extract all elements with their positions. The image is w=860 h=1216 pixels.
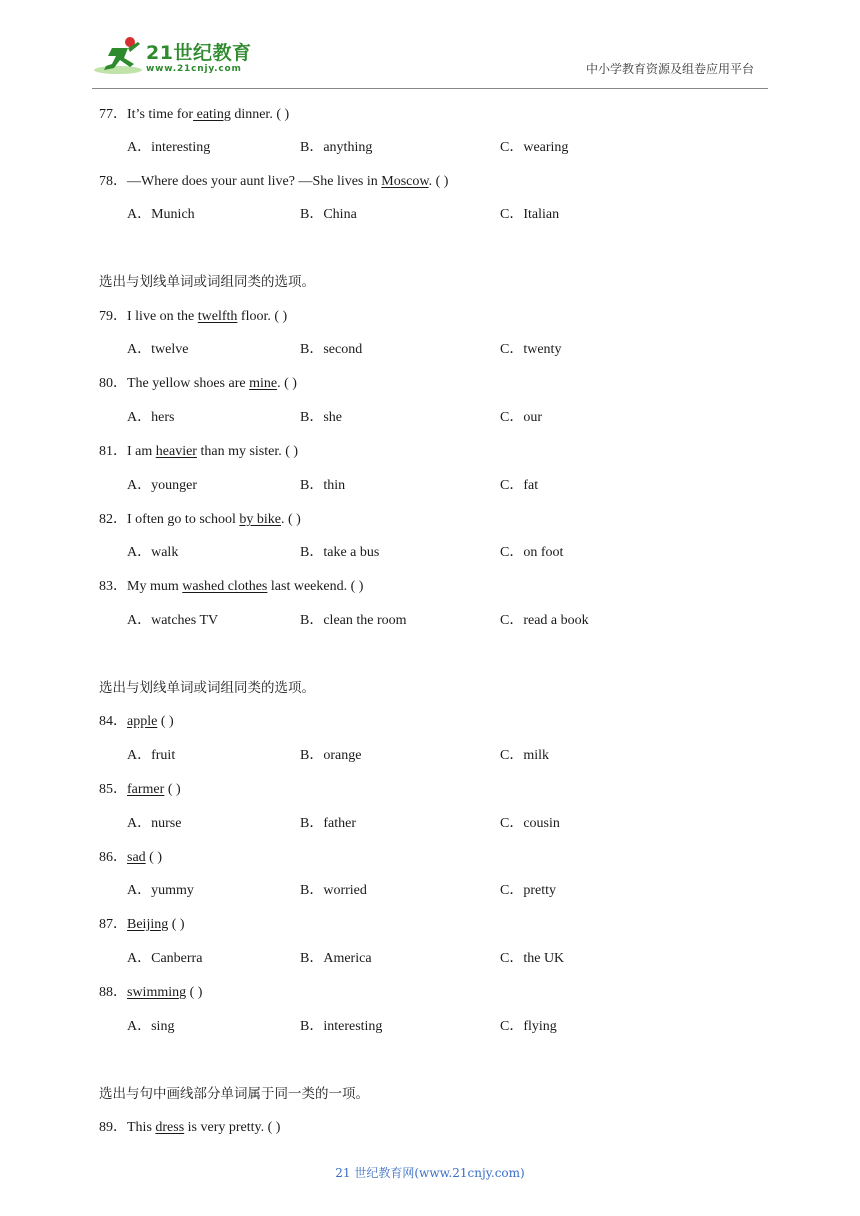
question-part: ( ) xyxy=(164,782,181,797)
question-part: This xyxy=(127,1120,156,1135)
question-part: 78． xyxy=(99,174,127,189)
underlined-word: by bike xyxy=(239,512,281,527)
page-header xyxy=(0,0,860,96)
question-text xyxy=(99,713,174,731)
option-b: B．she xyxy=(300,410,342,425)
question-part: 87． xyxy=(99,917,127,932)
question-text xyxy=(99,375,297,393)
option-c: C．our xyxy=(500,410,542,425)
question-part: than my sister. ( ) xyxy=(196,444,299,459)
question-part: I live on the xyxy=(127,309,198,324)
option-c: C．flying xyxy=(500,1019,557,1034)
option-a: A．sing xyxy=(127,1019,175,1034)
underlined-word: swimming xyxy=(127,985,187,1000)
question-part: last weekend. ( ) xyxy=(267,579,364,594)
question-part: I often go to school xyxy=(127,512,240,527)
section-instruction: 选出与划线单词或词组同类的选项。 xyxy=(99,274,315,290)
option-b: B．interesting xyxy=(300,1019,383,1034)
question-text xyxy=(99,106,289,124)
option-c: C．twenty xyxy=(500,342,562,357)
section-instruction: 选出与句中画线部分单词属于同一类的一项。 xyxy=(99,1086,369,1102)
question-part: ( ) xyxy=(145,850,162,865)
question-part: 81． xyxy=(99,444,127,459)
underlined-word: sad xyxy=(127,850,146,865)
question-part: floor. ( ) xyxy=(237,309,288,324)
header-divider xyxy=(92,88,768,89)
option-b: B．father xyxy=(300,816,356,831)
platform-title: 中小学教育资源及组卷应用平台 xyxy=(585,62,754,76)
underlined-word: heavier xyxy=(155,444,197,459)
question-part: is very pretty. ( ) xyxy=(184,1120,281,1135)
option-c: C．read a book xyxy=(500,613,589,628)
question-part: . ( ) xyxy=(277,376,297,391)
option-a: A．Munich xyxy=(127,207,195,222)
question-part: 79． xyxy=(99,309,127,324)
option-b: B．China xyxy=(300,207,357,222)
option-b: B．second xyxy=(300,342,363,357)
underlined-word: apple xyxy=(127,714,158,729)
question-text xyxy=(99,984,202,1002)
option-a: A．yummy xyxy=(127,883,194,898)
option-a: A．walk xyxy=(127,545,179,560)
question-part: 80． xyxy=(99,376,127,391)
option-c: C．Italian xyxy=(500,207,560,222)
underlined-word: Moscow xyxy=(381,174,429,189)
question-part: 85． xyxy=(99,782,127,797)
option-a: A．younger xyxy=(127,478,197,493)
logo-text: 21世纪教育 xyxy=(146,42,252,64)
option-a: A．interesting xyxy=(127,140,211,155)
logo-url: www.21cnjy.com xyxy=(146,64,242,74)
question-part: 84． xyxy=(99,714,127,729)
option-c: C．milk xyxy=(500,748,550,763)
option-b: B．worried xyxy=(300,883,367,898)
question-text xyxy=(99,308,287,326)
underlined-word: farmer xyxy=(127,782,165,797)
underlined-word: eating xyxy=(193,107,231,122)
option-c: C．wearing xyxy=(500,140,569,155)
option-b: B．clean the room xyxy=(300,613,407,628)
question-part: 89． xyxy=(99,1120,127,1135)
question-text xyxy=(99,578,363,596)
page-footer: 21 世纪教育网(www.21cnjy.com) xyxy=(335,1166,525,1180)
option-a: A．Canberra xyxy=(127,951,203,966)
question-part: 83． xyxy=(99,579,127,594)
option-c: C．the UK xyxy=(500,951,565,966)
option-c: C．fat xyxy=(500,478,539,493)
question-text xyxy=(99,173,448,191)
question-part: ( ) xyxy=(186,985,203,1000)
underlined-word: washed clothes xyxy=(182,579,268,594)
option-a: A．fruit xyxy=(127,748,176,763)
question-text xyxy=(99,511,301,529)
question-part: 77． xyxy=(99,107,127,122)
underlined-word: Beijing xyxy=(127,917,169,932)
option-b: B．America xyxy=(300,951,372,966)
question-text xyxy=(99,443,298,461)
option-c: C．pretty xyxy=(500,883,556,898)
option-c: C．cousin xyxy=(500,816,560,831)
question-part: —Where does your aunt live? —She lives in xyxy=(127,174,382,189)
question-text xyxy=(99,849,162,867)
question-part: 82． xyxy=(99,512,127,527)
question-text xyxy=(99,916,185,934)
question-part: . ( ) xyxy=(280,512,301,527)
option-a: A．twelve xyxy=(127,342,189,357)
question-part: The yellow shoes are xyxy=(127,376,250,391)
option-a: A．watches TV xyxy=(127,613,219,628)
question-part: ( ) xyxy=(168,917,185,932)
question-part: My mum xyxy=(127,579,183,594)
question-part: 88． xyxy=(99,985,127,1000)
underlined-word: dress xyxy=(155,1120,185,1135)
underlined-word: mine xyxy=(249,376,278,391)
option-b: B．orange xyxy=(300,748,362,763)
underlined-word: twelfth xyxy=(197,309,238,324)
option-c: C．on foot xyxy=(500,545,564,560)
option-a: A．hers xyxy=(127,410,175,425)
option-a: A．nurse xyxy=(127,816,182,831)
option-b: B．thin xyxy=(300,478,346,493)
question-text xyxy=(99,1119,280,1137)
question-part: It’s time for xyxy=(127,107,194,122)
question-part: I am xyxy=(127,444,156,459)
option-b: B．anything xyxy=(300,140,373,155)
question-part: dinner. ( ) xyxy=(230,107,290,122)
section-instruction: 选出与划线单词或词组同类的选项。 xyxy=(99,680,315,696)
option-b: B．take a bus xyxy=(300,545,380,560)
question-text xyxy=(99,781,181,799)
question-part: 86． xyxy=(99,850,127,865)
question-part: . ( ) xyxy=(428,174,449,189)
question-part: ( ) xyxy=(157,714,174,729)
